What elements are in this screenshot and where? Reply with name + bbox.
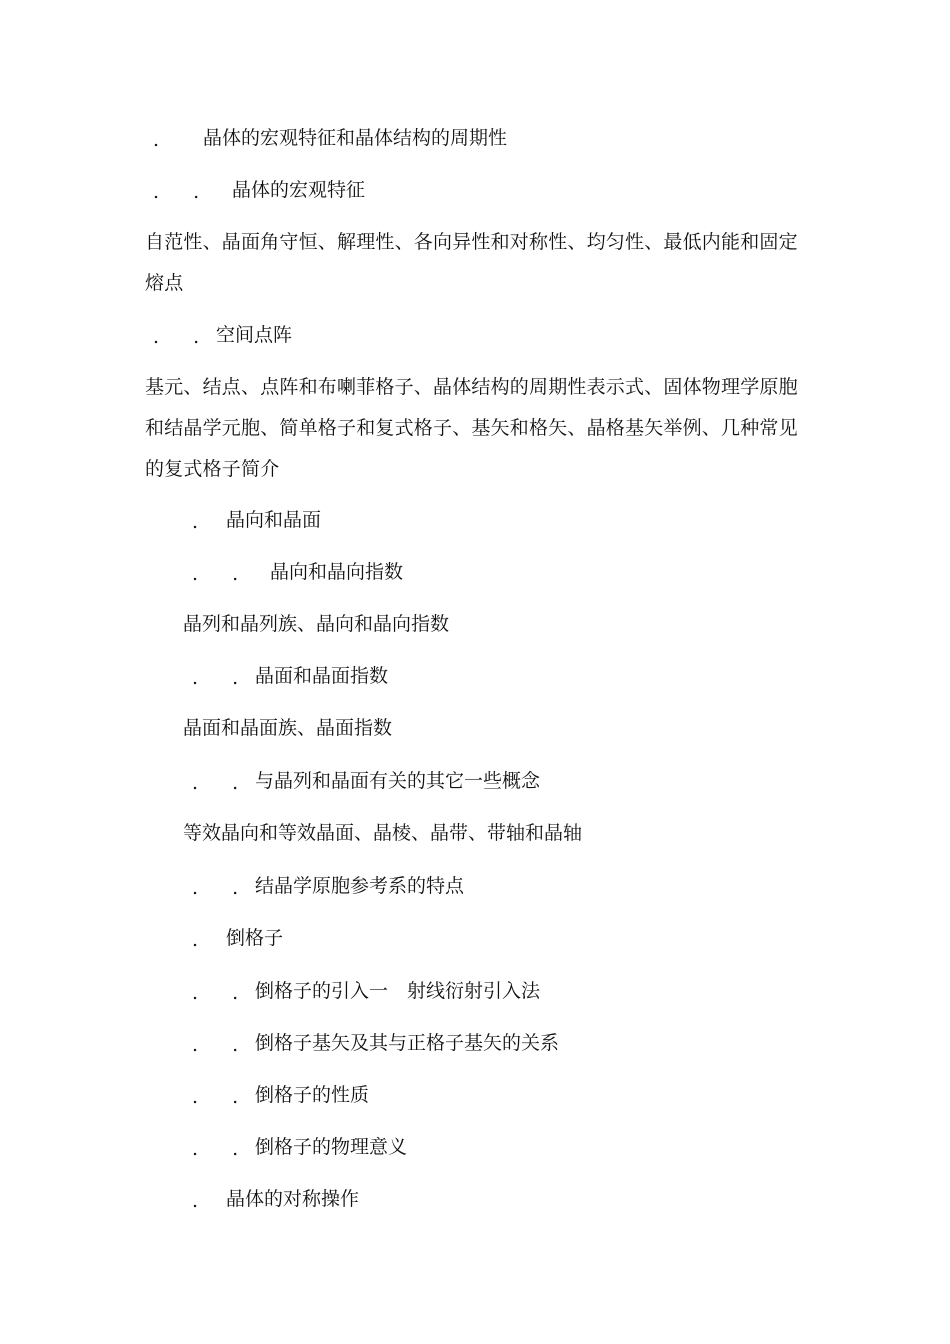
subheading-number: . . [192,563,253,585]
body-paragraph: 晶列和晶列族、晶向和晶向指数 [183,613,450,635]
heading-number: . [192,1190,199,1212]
body-paragraph: 基元、结点、点阵和布喇菲格子、晶体结构的周期性表示式、固体物理学原胞和结晶学元胞、简单格子和复式格子、基矢和格矢、晶格基矢举例、几种常见的复式格子简介 [145,376,798,480]
subheading-title: 晶体的宏观特征 [232,179,366,201]
body-paragraph: 晶面和晶面族、晶面指数 [183,717,393,739]
heading-title: 晶体的宏观特征和晶体结构的周期性 [203,127,508,149]
heading-title: 晶体的对称操作 [226,1188,360,1210]
subheading-number: . . [192,1086,253,1108]
body-paragraph: 自范性、晶面角守恒、解理性、各向异性和对称性、均匀性、最低内能和固定熔点 [145,231,798,294]
subheading-number: . . [192,772,253,794]
subheading-number: . . [192,667,253,689]
heading-title: 倒格子 [226,927,284,949]
heading-number: . [192,511,199,533]
subheading-number: . . [153,326,214,348]
heading-number: . [192,929,199,951]
subheading-title: 与晶列和晶面有关的其它一些概念 [255,770,541,792]
body-paragraph: 等效晶向和等效晶面、晶棱、晶带、带轴和晶轴 [183,822,583,844]
subheading-title: 倒格子基矢及其与正格子基矢的关系 [255,1032,560,1054]
subheading-title: 晶向和晶向指数 [270,561,404,583]
subheading-title: 空间点阵 [216,324,293,346]
subheading-number: . . [192,877,253,899]
heading-number: . [153,129,160,151]
subheading-title: 倒格子的物理意义 [255,1136,408,1158]
subheading-number: . . [192,982,253,1004]
subheading-title: 结晶学原胞参考系的特点 [255,875,465,897]
subheading-title: 倒格子的引入一 射线衍射引入法 [255,980,541,1002]
subheading-title: 倒格子的性质 [255,1084,370,1106]
heading-title: 晶向和晶面 [226,509,322,531]
subheading-title: 晶面和晶面指数 [255,665,389,687]
subheading-number: . . [192,1138,253,1160]
subheading-number: . . [153,181,214,203]
subheading-number: . . [192,1034,253,1056]
